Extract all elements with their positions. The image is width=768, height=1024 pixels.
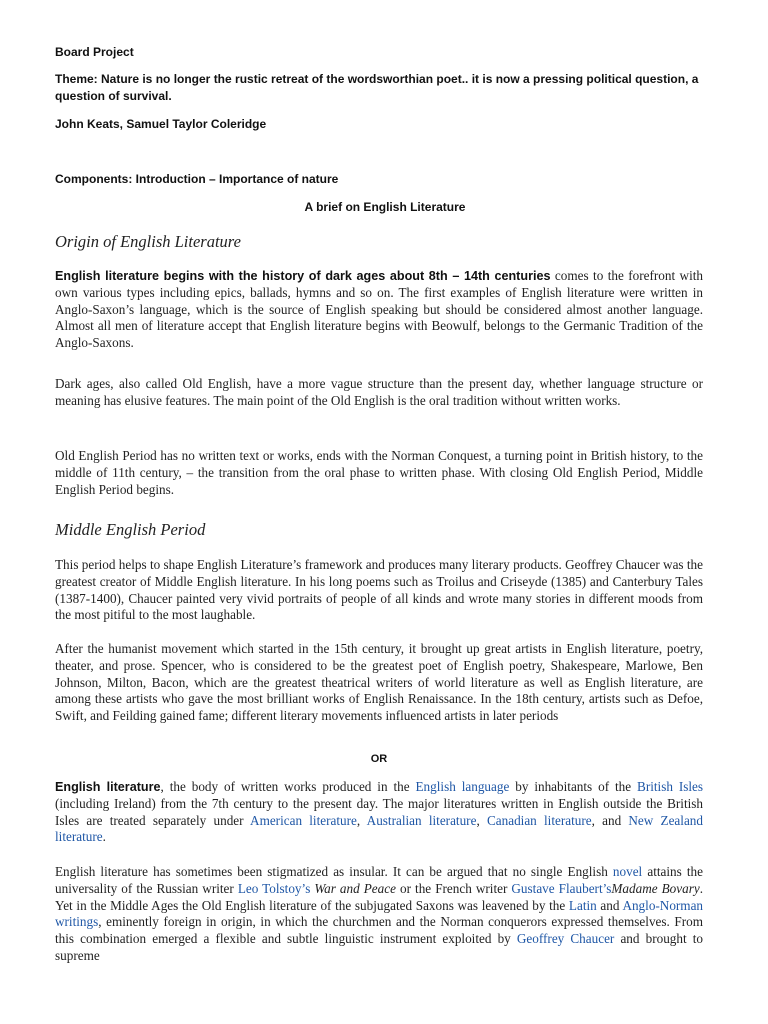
origin-paragraph-2: Dark ages, also called Old English, have a more vague structure than the present day, whether language structure or meaning has elusive features. The main point of the Old English is the oral tradition without written works.: [55, 376, 703, 408]
origin-paragraph-3: Old English Period has no written text or works, ends with the Norman Conquest, a turning point in British history, to the middle of 11th century, – the transition from the oral phase to written phase. With closing Old English Period, Middle English Period begins.: [55, 448, 703, 497]
definition-bold: English literature: [55, 780, 161, 794]
def-t5: ,: [476, 812, 487, 828]
origin-heading: Origin of English Literature: [55, 232, 241, 251]
ins-t6: and: [596, 897, 623, 913]
def-t7: .: [102, 829, 106, 845]
brief-title: A brief on English Literature: [304, 200, 466, 214]
def-t4: ,: [356, 812, 367, 828]
theme-line: Theme: Nature is no longer the rustic retreat of the wordsworthian poet.. it is now a pressing political question, a question of survival.: [55, 72, 699, 103]
title-madame-bovary: Madame Bovary: [611, 880, 700, 896]
link-latin[interactable]: Latin: [568, 897, 597, 913]
def-t3: (including Ireland) from the 7th century to the present day. The major literatures written in English outside the British Isles are treated separately under: [55, 795, 703, 828]
components-line: Components: Introduction – Importance of nature: [55, 172, 339, 186]
ins-t8: and brought to supreme: [55, 931, 704, 963]
link-english-language[interactable]: English language: [415, 779, 510, 794]
definition-paragraph: [55, 779, 703, 846]
ins-t2: attains the universality of the Russian writer: [55, 864, 703, 896]
link-american-literature[interactable]: American literature: [250, 812, 357, 828]
ins-t4: or the French writer: [395, 880, 512, 896]
middle-heading: Middle English Period: [55, 520, 206, 539]
middle-paragraph-1: This period helps to shape English Literature’s framework and produces many literary products. Geoffrey Chaucer was the greatest creator of Middle English literature. In his long poems such as Troilus and Criseyde (1385) and Canterbury Tales (1387-1400), Chaucer painted very vivid portraits of people of all kinds and wrote many stories in different moods from the most pitiful to the most laughable.: [55, 557, 703, 623]
or-separator: OR: [370, 753, 388, 765]
link-canadian-literature[interactable]: Canadian literature: [486, 812, 592, 828]
link-leo-tolstoy[interactable]: Leo Tolstoy’s: [237, 880, 311, 896]
link-gustave-flaubert[interactable]: Gustave Flaubert’s: [511, 880, 612, 896]
project-label: Board Project: [55, 45, 134, 59]
middle-paragraph-2: After the humanist movement which started in the 15th century, it brought up great artists in English literature, poetry, theater, and prose. Spencer, who is considered to be the greatest poet of English poetry, Shakespeare, Marlowe, Ben Johnson, Milton, Bacon, which are the greatest theatrical writers of world literature as well as English literature, are among these artists who gave the most brilliant works of English Renaissance. In the 18th century, artists such as Defoe, Swift, and Feilding gained fame; different literary movements influenced artists in later periods: [55, 641, 703, 724]
def-t2: by inhabitants of the: [509, 779, 638, 794]
title-war-and-peace: War and Peace: [314, 880, 396, 896]
origin-p1-text: comes to the forefront with own various types including epics, ballads, hymns and so on. The first examples of English literature were written in Anglo-Saxon’s language, which is the source of English speaking but should be considered almost another language. Almost all men of literature accept that English literature begins with Beowulf, belongs to the Germanic Tradition of the Anglo-Saxons.: [55, 268, 703, 351]
authors-line: John Keats, Samuel Taylor Coleridge: [55, 117, 267, 131]
link-anglo-norman-writings[interactable]: Anglo-Norman writings: [55, 897, 704, 930]
def-t6: , and: [591, 812, 629, 828]
link-new-zealand-literature[interactable]: New Zealand literature: [55, 812, 703, 845]
origin-bold-lead: English literature begins with the history of dark ages about 8th – 14th centuries: [55, 269, 551, 283]
link-novel[interactable]: novel: [612, 864, 643, 879]
ins-t1: English literature has sometimes been stigmatized as insular. It can be argued that no single English: [55, 864, 613, 879]
link-australian-literature[interactable]: Australian literature: [366, 812, 477, 828]
link-british-isles[interactable]: British Isles: [637, 779, 704, 794]
origin-paragraph-1: [55, 268, 703, 352]
ins-t7: , eminently foreign in origin, in which the churchmen and the Norman conquerors expressed themselves. From this combination emerged a flexible and subtle linguistic instrument exploited by: [55, 914, 703, 947]
ins-t5: . Yet in the Middle Ages the Old English literature of the subjugated Saxons was leavened by the: [55, 880, 703, 913]
link-geoffrey-chaucer[interactable]: Geoffrey Chaucer: [516, 931, 615, 947]
def-t1: , the body of written works produced in the: [160, 779, 416, 794]
insular-paragraph: [55, 864, 703, 965]
